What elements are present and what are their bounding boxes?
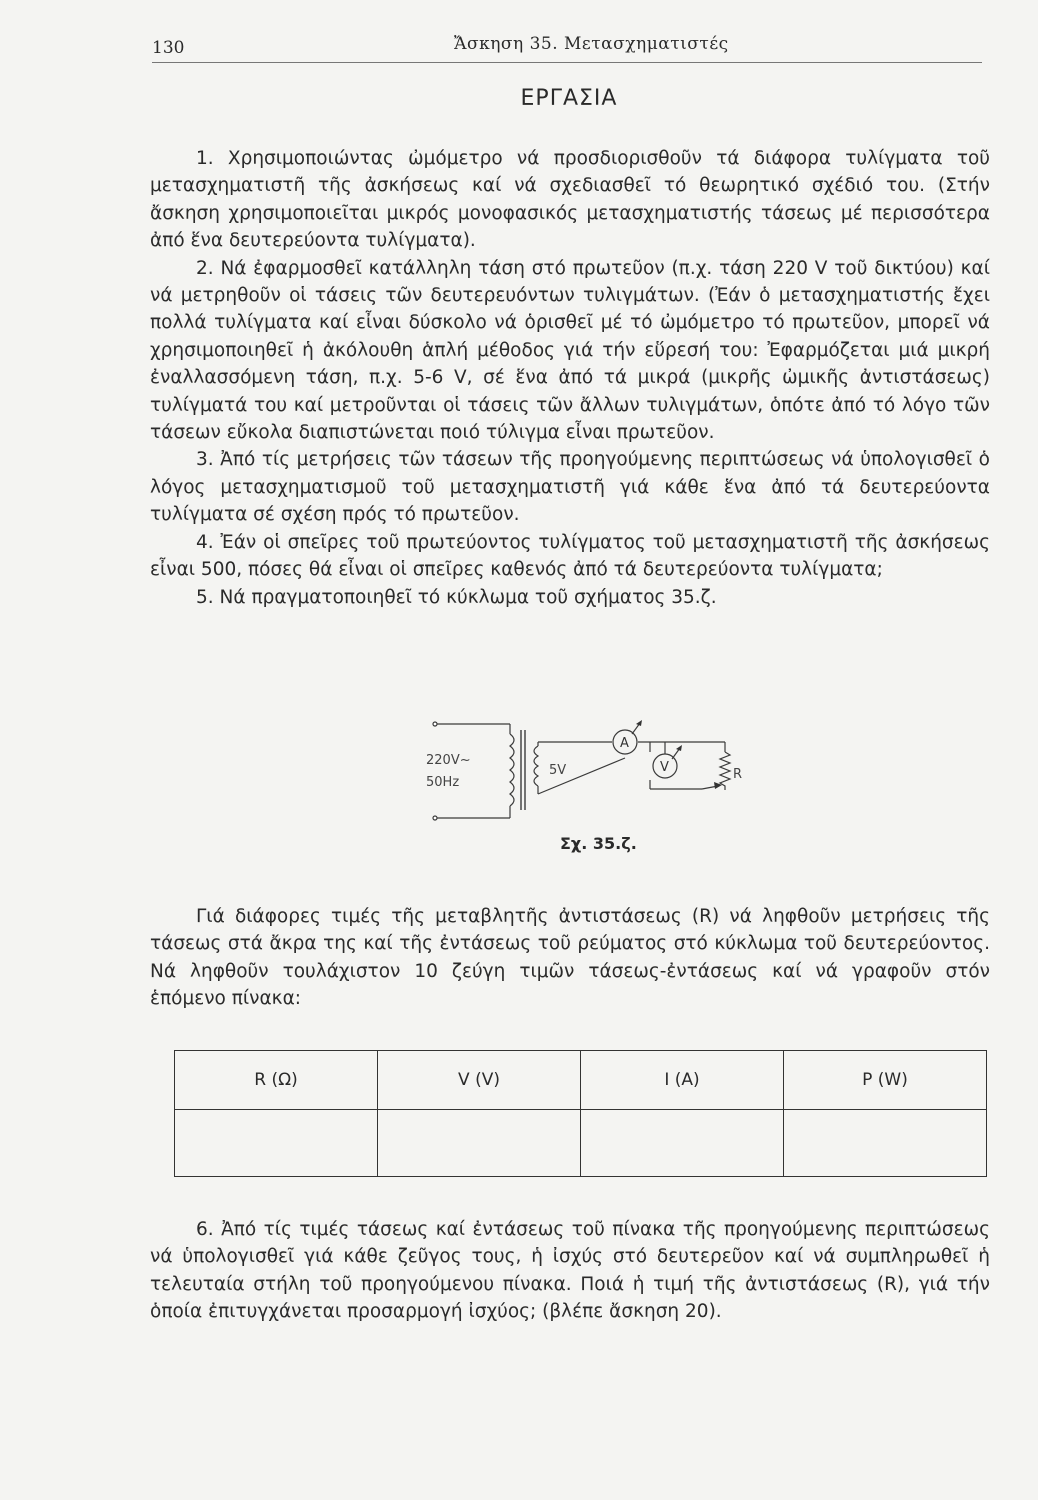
table-cell — [581, 1110, 784, 1177]
table-cell — [784, 1110, 987, 1177]
resistor-label: R — [733, 767, 743, 782]
frequency-label: 50Hz — [426, 775, 460, 790]
table-cell — [175, 1110, 378, 1177]
variable-resistor — [720, 752, 730, 790]
page-number: 130 — [152, 38, 185, 58]
running-title: Ἄσκηση 35. Μετασχηματιστές — [454, 34, 729, 54]
measurement-paragraph: Γιά διάφορες τιμές τῆς μεταβλητῆς ἀντιστάσεως (R) νά ληφθοῦν μετρήσεις τῆς τάσεως στά ἄκρα της καί τῆς ἐντάσεως τοῦ ρεύματος στό κύκλωμα τοῦ δευτερεύοντος. Νά ληφθοῦν τουλάχιστον 10 ζεύγη τιμῶν τάσεως-ἐντάσεως καί νά γραφοῦν στόν ἑπόμενο πίνακα: — [150, 906, 990, 1010]
table-row — [175, 1110, 987, 1177]
secondary-voltage-label: 5V — [549, 763, 567, 778]
table-cell — [378, 1110, 581, 1177]
primary-terminals — [433, 722, 510, 820]
table-header-row — [175, 1051, 987, 1110]
primary-voltage-label: 220V~ — [426, 753, 471, 768]
exercise-list — [150, 145, 990, 611]
measurement-table — [174, 1050, 987, 1177]
exercise-6: 6. Ἀπό τίς τιμές τάσεως καί ἐντάσεως τοῦ πίνακα τῆς προηγούμενης περιπτώσεως νά ὑπολογισθεῖ γιά κάθε ζεῦγος τους, ἡ ἰσχύς στό δευτερεῦον καί νά συμπληρωθεῖ ἡ τελευταία στήλη τοῦ προηγούμενου πίνακα. Ποιά ἡ τιμή τῆς ἀντιστάσεως (R), γιά τήν ὁποία ἐπιτυγχάνεται προσαρμογή ἰσχύος; (βλέπε ἄσκηση 20). — [150, 1219, 990, 1323]
exercise-6-block — [150, 1216, 990, 1326]
exercise-1: 1. Χρησιμοποιώντας ὠμόμετρο νά προσδιορισθοῦν τά διάφορα τυλίγματα τοῦ μετασχηματιστῆ τῆς ἀσκήσεως καί νά σχεδιασθεῖ τό θεωρητικό σχέδιό του. (Στήν ἄσκηση χρησιμοποιεῖται μικρός μονοφασικός μετασχηματιστής τάσεως μέ περισσότερα ἀπό ἕνα δευτερεύοντα τυλίγματα). — [150, 148, 990, 252]
exercise-2: 2. Νά ἐφαρμοσθεῖ κατάλληλη τάση στό πρωτεῦον (π.χ. τάση 220 V τοῦ δικτύου) καί νά μετρηθοῦν οἱ τάσεις τῶν δευτερευόντων τυλιγμάτων. (Ἐάν ὁ μετασχηματιστής ἔχει πολλά τυλίγματα καί εἶναι δύσκολο νά ὁρισθεῖ μέ τό ὠμόμετρο τό πρωτεῦον, μπορεῖ νά χρησιμοποιηθεῖ ἡ ἀκόλουθη ἁπλή μέθοδος γιά τήν εὕρεσή του: Ἐφαρμόζεται μιά μικρή ἐναλλασσόμενη τάση, π.χ. 5-6 V, σέ ἕνα ἀπό τά μικρά (μικρῆς ὠμικῆς ἀντιστάσεως) τυλίγματά του καί μετροῦνται οἱ τάσεις τῶν ἄλλων τυλιγμάτων, ὁπότε ἀπό τό λόγο τῶν τάσεων εὔκολα διαπιστώνεται ποιό τύλιγμα εἶναι πρωτεῦον. — [150, 257, 990, 444]
column-header-resistance: R (Ω) — [175, 1051, 378, 1110]
figure-caption: Σχ. 35.ζ. — [560, 834, 637, 853]
primary-coil — [510, 734, 514, 806]
voltmeter-label: V — [660, 760, 669, 775]
section-title: ΕΡΓΑΣΙΑ — [520, 86, 618, 111]
column-header-voltage: V (V) — [378, 1051, 581, 1110]
page-header — [152, 32, 982, 63]
exercise-3: 3. Ἀπό τίς μετρήσεις τῶν τάσεων τῆς προηγούμενης περιπτώσεως νά ὑπολογισθεῖ ὁ λόγος μετασχηματισμοῦ τοῦ μετασχηματιστῆ γιά κάθε ἕνα ἀπό τά δευτερεύοντα τυλίγματα σέ σχέση πρός τό πρωτεῦον. — [150, 449, 990, 526]
circuit-diagram — [400, 710, 780, 830]
ammeter-label: A — [620, 736, 629, 751]
column-header-power: P (W) — [784, 1051, 987, 1110]
column-header-current: I (A) — [581, 1051, 784, 1110]
measurement-instructions — [150, 903, 990, 1013]
exercise-5: 5. Νά πραγματοποιηθεῖ τό κύκλωμα τοῦ σχήματος 35.ζ. — [196, 586, 717, 608]
secondary-coil — [534, 746, 538, 786]
exercise-4: 4. Ἐάν οἱ σπεῖρες τοῦ πρωτεύοντος τυλίγματος τοῦ μετασχηματιστῆ τῆς ἀσκήσεως εἶναι 500, πόσες θά εἶναι οἱ σπεῖρες καθενός ἀπό τά δευτερεύοντα τυλίγματα; — [150, 531, 990, 581]
